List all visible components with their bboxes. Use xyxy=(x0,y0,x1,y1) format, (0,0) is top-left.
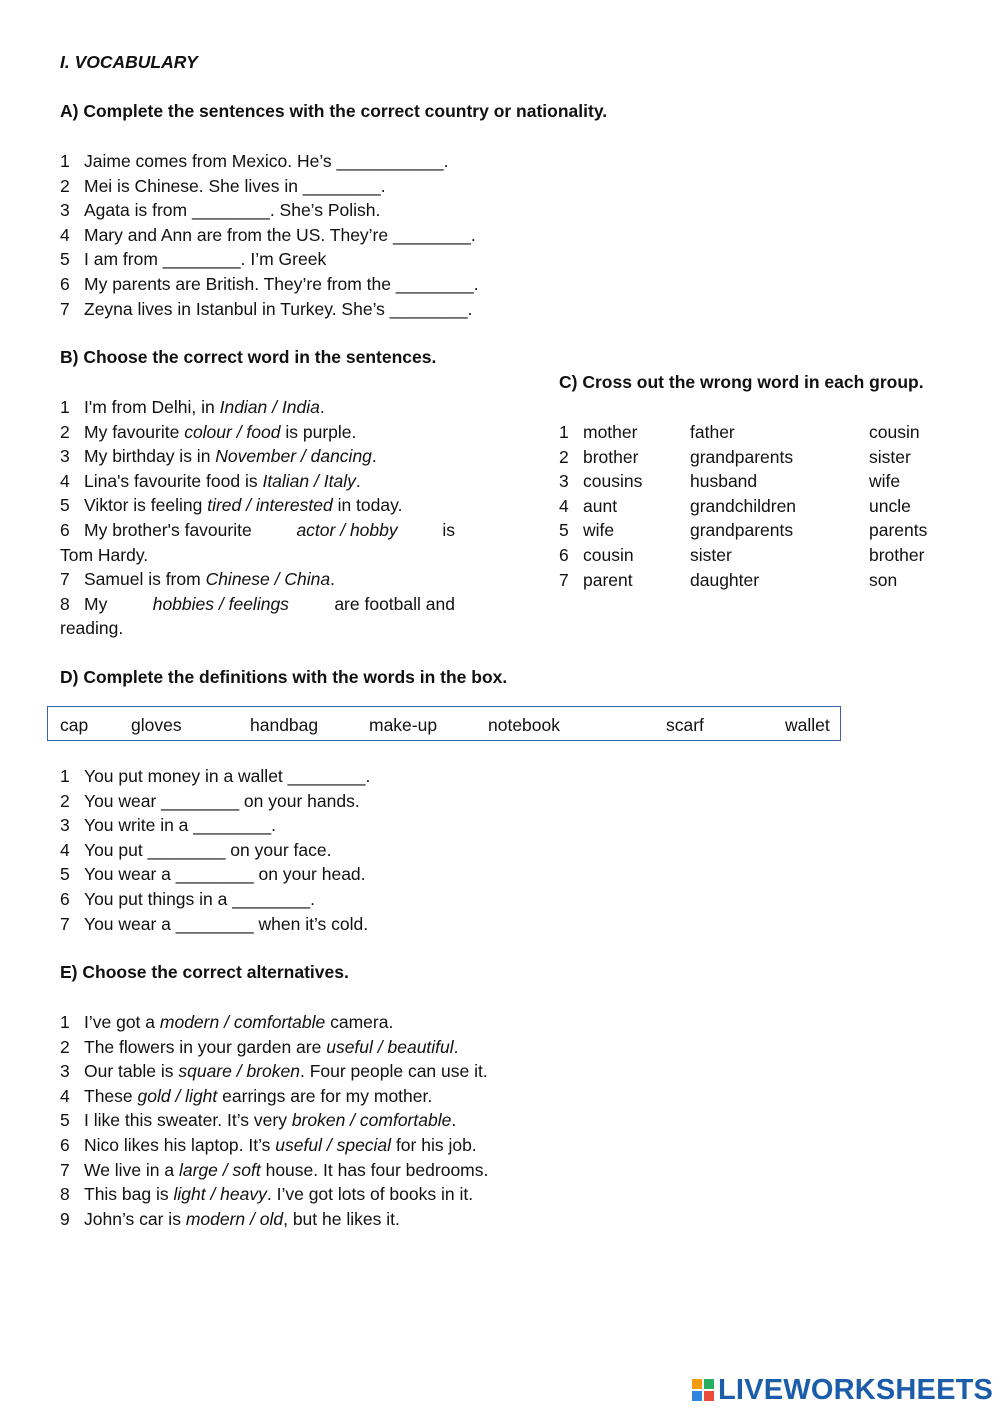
liveworksheets-logo xyxy=(692,1374,993,1406)
box-word: handbag xyxy=(250,715,319,735)
box-word: wallet xyxy=(785,715,830,735)
section-c-heading: C) Cross out the wrong word in each group. xyxy=(559,372,924,392)
list-item: 4 Mary and Ann are from the US. They’re ________. xyxy=(60,224,476,245)
list-item-continued: Tom Hardy. xyxy=(60,544,149,565)
section-c-table xyxy=(559,420,959,595)
list-item: 3 My birthday is in November / dancing. xyxy=(60,446,377,467)
list-item: 6 Nico likes his laptop. It’s useful / special for his job. xyxy=(60,1134,477,1155)
list-item: 7 Samuel is from Chinese / China. xyxy=(60,569,335,590)
box-word: make-up xyxy=(369,715,438,735)
list-item: 1 You put money in a wallet ________. xyxy=(60,766,371,786)
list-item: 5 Viktor is feeling tired / interested in today. xyxy=(60,495,403,516)
logo-text: LIVEWORKSHEETS xyxy=(718,1373,994,1406)
option-choice[interactable]: useful / special xyxy=(275,1134,392,1155)
list-item: 6 You put things in a ________. xyxy=(60,888,315,909)
list-item: 3 Agata is from ________. She’s Polish. xyxy=(60,200,381,221)
list-item: 2 You wear ________ on your hands. xyxy=(60,790,360,811)
option-choice[interactable]: modern / old xyxy=(185,1208,284,1229)
list-item: 5 I am from ________. I’m Greek xyxy=(60,249,327,270)
option-choice[interactable]: large / soft xyxy=(179,1159,261,1180)
list-item: 4 You put ________ on your face. xyxy=(60,839,332,860)
section-d-heading: D) Complete the definitions with the words in the box. xyxy=(60,667,508,687)
section-b-list xyxy=(60,395,455,641)
list-item: 4 Lina's favourite food is Italian / Italy. xyxy=(60,470,361,491)
column-word-3[interactable]: cousin sister wife uncle parents brother son xyxy=(869,422,928,590)
box-word: scarf xyxy=(666,715,704,735)
list-item: 1 Jaime comes from Mexico. He’s ___________. xyxy=(60,151,449,171)
list-item: 2 My favourite colour / food is purple. xyxy=(60,421,357,442)
option-choice[interactable]: Indian / India xyxy=(219,397,320,417)
list-item: 6 My parents are British. They’re from the ________. xyxy=(60,273,479,294)
list-item: 8 This bag is light / heavy. I’ve got lots of books in it. xyxy=(60,1184,474,1205)
word-box xyxy=(47,706,841,741)
option-choice[interactable]: modern / comfortable xyxy=(159,1012,326,1032)
page-title: I. VOCABULARY xyxy=(60,52,198,72)
box-word: gloves xyxy=(131,715,182,735)
list-item-continued: reading. xyxy=(60,618,124,639)
option-choice[interactable]: light / heavy xyxy=(173,1184,267,1205)
option-choice[interactable]: useful / beautiful xyxy=(326,1036,454,1057)
logo-mark-icon xyxy=(692,1379,714,1401)
box-word: cap xyxy=(60,715,89,735)
option-choice[interactable]: square / broken xyxy=(178,1061,300,1082)
list-item: 1 I’ve got a modern / comfortable camera. xyxy=(60,1012,394,1032)
list-item: 7 We live in a large / soft house. It has four bedrooms. xyxy=(60,1159,489,1180)
list-item: 5 You wear a ________ on your head. xyxy=(60,864,366,885)
option-choice[interactable]: colour / food xyxy=(184,421,281,442)
option-choice[interactable]: broken / comfortable xyxy=(291,1110,452,1131)
list-item: 7 Zeyna lives in Istanbul in Turkey. She’s ________. xyxy=(60,298,473,319)
section-d-list xyxy=(60,764,370,936)
option-choice[interactable]: tired / interested xyxy=(207,495,333,516)
option-choice[interactable]: Italian / Italy xyxy=(262,470,356,491)
list-item: 4 These gold / light earrings are for my mother. xyxy=(60,1085,433,1106)
column-word-2[interactable]: father grandparents husband grandchildren grandparents sister daughter xyxy=(690,422,797,590)
section-e-list xyxy=(60,1010,488,1231)
list-item: 6 My brother's favourite actor / hobby is xyxy=(60,518,455,543)
box-word: notebook xyxy=(488,715,561,735)
list-item: 3 You write in a ________. xyxy=(60,815,277,836)
list-item: 5 I like this sweater. It’s very broken / comfortable. xyxy=(60,1110,457,1131)
option-choice[interactable]: gold / light xyxy=(137,1085,218,1106)
list-item: 9 John’s car is modern / old, but he likes it. xyxy=(60,1208,400,1229)
option-choice[interactable]: November / dancing xyxy=(215,446,372,467)
list-item: 7 You wear a ________ when it’s cold. xyxy=(60,913,369,934)
section-a-list xyxy=(60,149,479,321)
section-b-heading: B) Choose the correct word in the sentences. xyxy=(60,347,437,367)
option-choice[interactable]: hobbies / feelings xyxy=(152,593,289,614)
option-choice[interactable]: Chinese / China xyxy=(205,569,331,590)
list-item: 2 The flowers in your garden are useful / beautiful. xyxy=(60,1036,459,1057)
column-word-1[interactable]: mother brother cousins aunt wife cousin parent xyxy=(583,422,643,590)
list-item: 2 Mei is Chinese. She lives in ________. xyxy=(60,175,386,196)
section-e-heading: E) Choose the correct alternatives. xyxy=(60,962,349,982)
list-item: 3 Our table is square / broken. Four people can use it. xyxy=(60,1061,488,1082)
list-item: 8 My hobbies / feelings are football and xyxy=(60,592,455,617)
option-choice[interactable]: actor / hobby xyxy=(296,519,398,540)
list-item: 1 I'm from Delhi, in Indian / India. xyxy=(60,397,325,417)
column-numbers: 1 2 3 4 5 6 7 xyxy=(559,422,569,590)
section-a-heading: A) Complete the sentences with the correct country or nationality. xyxy=(60,101,608,121)
